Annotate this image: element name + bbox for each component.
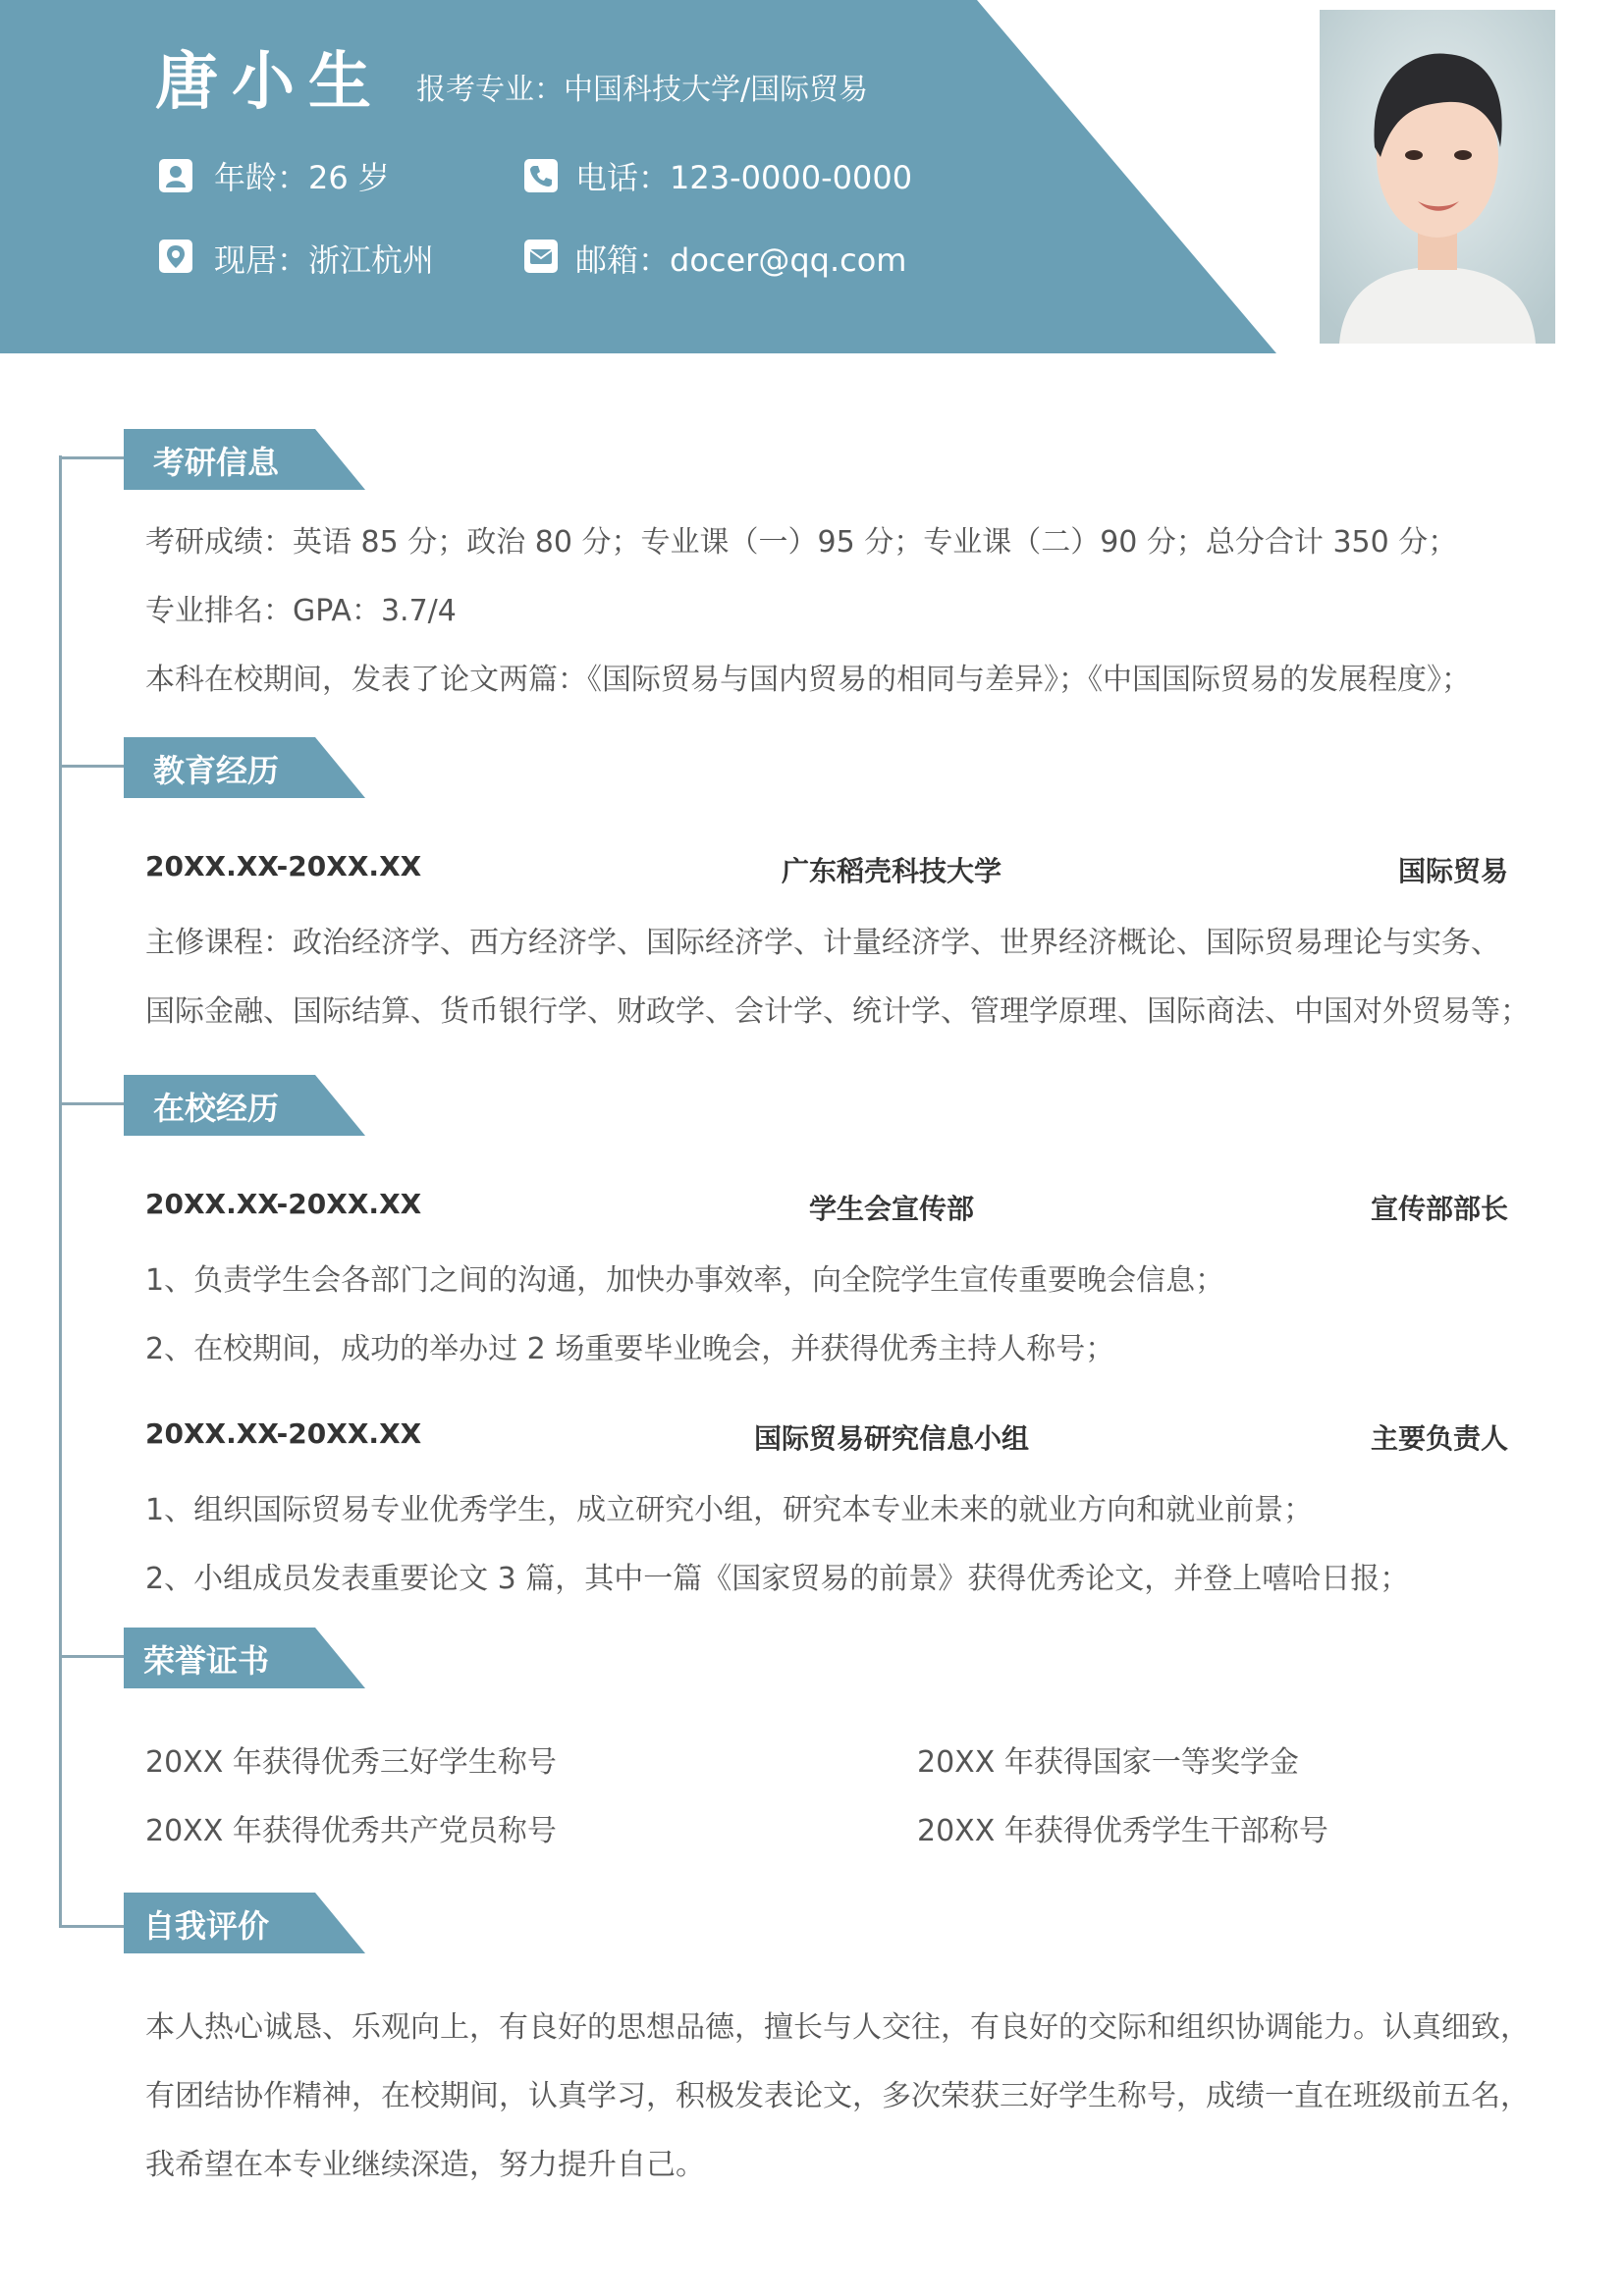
exam-line: 考研成绩：英语 85 分；政治 80 分；专业课（一）95 分；专业课（二）90 分；总分合计 350 分； [145,525,1458,560]
section-title-campus: 在校经历 [153,1090,280,1127]
education-line: 国际金融、国际结算、货币银行学、财政学、会计学、统计学、管理学原理、国际商法、中国对外贸易等； [145,994,1530,1029]
mail-icon [524,240,558,273]
candidate-name: 唐小生 [155,46,385,119]
education-school: 广东稻壳科技大学 [781,855,1002,887]
campus-role: 宣传部部长 [1370,1193,1508,1225]
campus-line: 1、组织国际贸易专业优秀学生，成立研究小组，研究本专业未来的就业方向和就业前景； [145,1493,1314,1527]
campus-line: 2、在校期间，成功的举办过 2 场重要毕业晚会，并获得优秀主持人称号； [145,1332,1115,1366]
campus-role: 主要负责人 [1370,1422,1508,1455]
timeline-tick [59,1102,124,1105]
location-text: 现居：浙江杭州 [214,241,435,279]
self-line: 我希望在本专业继续深造，努力提升自己。 [145,2148,705,2182]
self-line: 本人热心诚恳、乐观向上，有良好的思想品德，擅长与人交往，有良好的交际和组织协调能力。认真细致， [145,2010,1530,2045]
education-major: 国际贸易 [1397,855,1508,887]
honor-item: 20XX 年获得国家一等奖学金 [917,1745,1299,1780]
education-period: 20XX.XX-20XX.XX [145,850,422,882]
section-title-honors: 荣誉证书 [143,1642,270,1680]
profile-photo [1320,10,1555,344]
phone-icon [524,159,558,192]
age-text: 年龄：26 岁 [214,159,390,196]
person-icon [159,159,192,192]
campus-org: 学生会宣传部 [808,1193,975,1225]
target-major: 报考专业：中国科技大学/国际贸易 [416,73,869,107]
timeline-tick [59,1655,124,1658]
campus-line: 1、负责学生会各部门之间的沟通，加快办事效率，向全院学生宣传重要晚会信息； [145,1263,1225,1298]
campus-line: 2、小组成员发表重要论文 3 篇，其中一篇《国家贸易的前景》获得优秀论文，并登上嘻哈日报； [145,1562,1410,1596]
self-line: 有团结协作精神，在校期间，认真学习，积极发表论文，多次荣获三好学生称号，成绩一直在班级前五名， [145,2079,1530,2113]
exam-line: 专业排名：GPA：3.7/4 [145,594,457,628]
honor-item: 20XX 年获得优秀学生干部称号 [917,1814,1328,1848]
email-text: 邮箱：docer@qq.com [575,241,907,279]
campus-org: 国际贸易研究信息小组 [753,1422,1030,1455]
education-line: 主修课程：政治经济学、西方经济学、国际经济学、计量经济学、世界经济概论、国际贸易理论与实务、 [145,926,1500,960]
campus-period: 20XX.XX-20XX.XX [145,1417,422,1450]
timeline-line [59,455,62,1928]
exam-line: 本科在校期间，发表了论文两篇：《国际贸易与国内贸易的相同与差异》；《中国国际贸易的发展程度》； [145,663,1471,697]
section-title-exam: 考研信息 [153,444,280,481]
timeline-tick [59,456,124,459]
section-title-education: 教育经历 [153,752,280,789]
timeline-tick [59,1925,124,1928]
section-title-self: 自我评价 [143,1907,270,1945]
honor-item: 20XX 年获得优秀三好学生称号 [145,1745,557,1780]
timeline-tick [59,765,124,768]
campus-period: 20XX.XX-20XX.XX [145,1188,422,1220]
phone-text: 电话：123-0000-0000 [575,159,913,196]
location-icon [159,240,192,273]
honor-item: 20XX 年获得优秀共产党员称号 [145,1814,557,1848]
